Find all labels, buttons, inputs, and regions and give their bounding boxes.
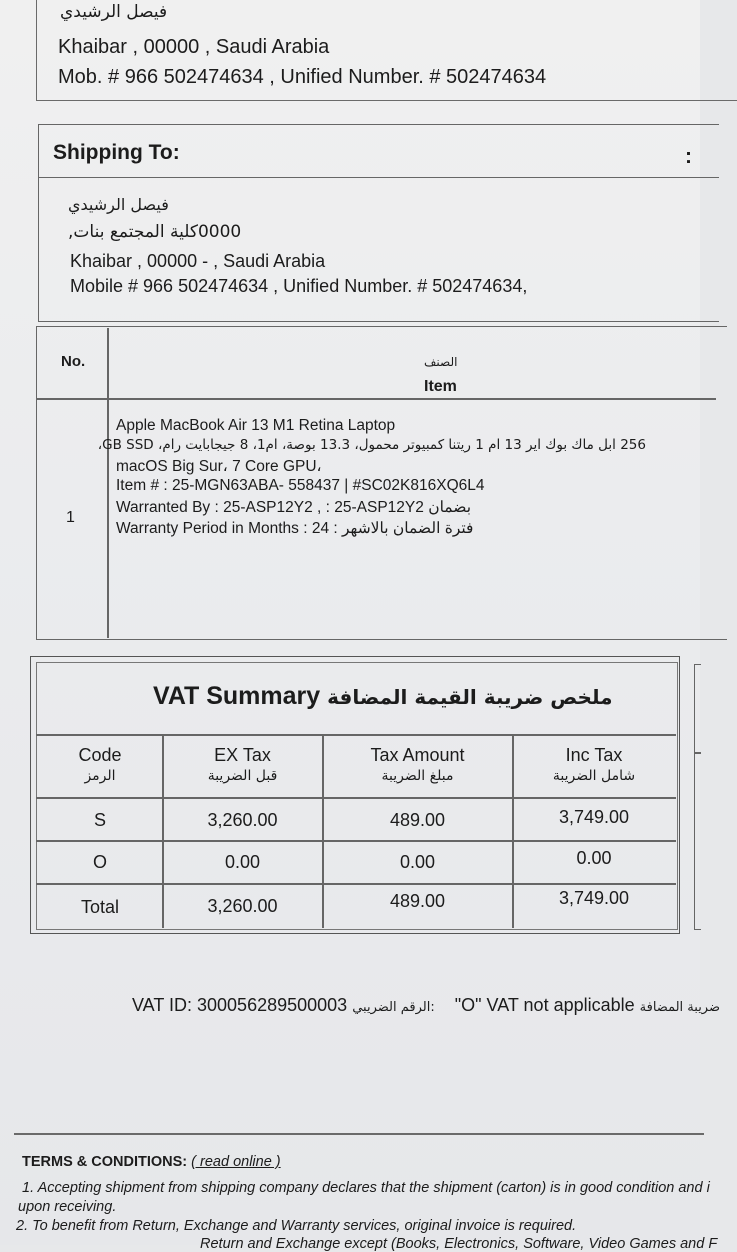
vat-cell: 3,260.00 [207,810,278,830]
vat-cell: 489.00 [389,810,446,830]
vat-col-ex-tax [163,745,322,784]
table-edge-fragment [694,664,701,754]
vat-col-label-ar: قبل الضريبة [207,768,278,784]
vat-not-applicable-note: "O" VAT not applicable [454,995,635,1015]
shipping-title: Shipping To: [53,141,180,164]
sender-city-line: Khaibar , 00000 , Saudi Arabia [58,36,330,58]
sender-mobile-line: Mob. # 966 502474634 , Unified Number. # 502474634 [58,66,547,88]
terms-heading [22,1154,281,1170]
vat-col-label: Tax Amount [370,745,465,765]
vat-cell: 0.00 [224,852,261,872]
items-header-no: No. [61,353,86,370]
vat-total-label: Total [80,897,120,917]
vat-col-label: Inc Tax [565,745,623,765]
shipping-colon: : [685,145,692,168]
terms-item-2: 2. To benefit from Return, Exchange and Warranty services, original invoice is required. [16,1218,577,1234]
vat-id-label-ar: :الرقم الضريبي [352,1000,435,1015]
vat-col-inc-tax [513,745,675,784]
vat-cell: 3,749.00 [558,807,630,827]
items-header-divider [36,398,716,400]
vat-cell: O [92,852,107,872]
vat-col-label: EX Tax [214,745,271,765]
vat-col-label-ar: شامل الضريبة [552,768,636,784]
vat-cell: S [93,810,106,830]
terms-item-1-continued: upon receiving. [18,1199,117,1215]
vat-not-applicable-note-ar: ضريبة المضافة [639,1000,721,1015]
terms-title: TERMS & CONDITIONS: [22,1154,188,1170]
recipient-mobile-line: Mobile # 966 502474634 , Unified Number. # 502474634, [70,276,528,296]
vat-id-line [132,995,720,1016]
item-warranty-by-line: Warranted By : 25-ASP12Y2 , : 25-ASP12Y2 بضمان [116,499,472,516]
vat-col-label-ar: الرمز [84,768,116,784]
vat-cell: 0.00 [399,852,436,872]
item-code-line: Item # : 25-MGN63ABA- 558437 | #SC02K816XQ6L4 [116,477,485,494]
vat-summary-title-en: VAT Summary [153,682,321,710]
item-warranty-period-line: Warranty Period in Months : 24 : فترة الضمان بالاشهر [116,520,474,537]
items-header-item: Item [424,378,457,395]
recipient-city-line: Khaibar , 00000 - , Saudi Arabia [70,251,326,271]
vat-col-tax-amount [323,745,512,784]
terms-item-1: 1. Accepting shipment from shipping company declares that the shipment (carton) is in good condition and i [22,1180,710,1196]
vat-id-label: VAT ID: 300056289500003 [132,995,348,1015]
recipient-name-arabic: فيصل الرشيدي [68,195,169,214]
vat-cell: 489.00 [389,891,446,911]
item-row-number: 1 [66,509,75,526]
vat-summary-title [153,682,613,711]
terms-item-3: Return and Exchange except (Books, Electronics, Software, Video Games and F [200,1236,718,1252]
vat-summary-title-ar: ملخص ضريبة القيمة المضافة [327,685,613,709]
shipping-header [39,125,719,178]
items-header-item-arabic: الصنف [424,355,458,369]
vat-cell: 3,260.00 [207,896,278,916]
terms-read-online-link[interactable]: ( read online ) [191,1154,281,1170]
recipient-address-line: 0000كلية المجتمع بنات, [68,222,242,242]
vat-grid-line [36,840,676,842]
vat-col-label-ar: مبلغ الضريبة [381,768,454,784]
item-description-line: Apple MacBook Air 13 M1 Retina Laptop [116,417,396,434]
terms-divider [14,1133,704,1135]
items-column-divider [107,328,109,638]
table-edge-fragment [694,752,701,930]
vat-grid-line [36,883,676,885]
item-description-line: macOS Big Sur، 7 Core GPU، [116,458,322,475]
vat-col-code [38,745,162,784]
vat-cell: 0.00 [576,848,612,868]
vat-cell: 3,749.00 [558,888,630,908]
vat-grid-line [36,734,676,736]
vat-grid-line [36,797,676,799]
item-description-line: 256 ابل ماك بوك اير 13 ام 1 ريتنا كمبيوتر محمول، 13.3 بوصة، ام1، 8 جيجابايت رام، GB SSD، [97,437,646,453]
sender-name-arabic: فيصل الرشيدي [60,2,168,22]
vat-col-label: Code [78,745,122,765]
